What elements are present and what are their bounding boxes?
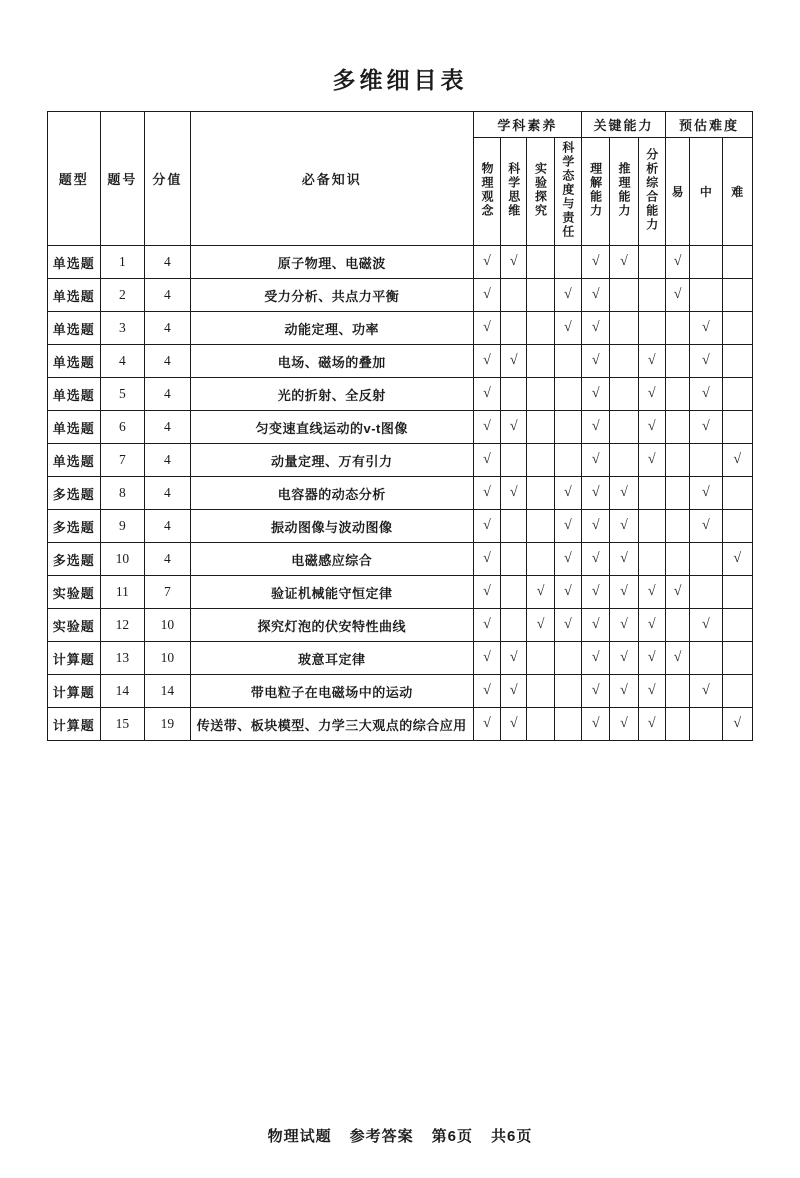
cell-question-type: 单选题: [48, 312, 101, 345]
cell-score: 4: [145, 510, 191, 543]
empty-mark-cell: [554, 345, 581, 378]
table-row: [48, 312, 753, 345]
empty-mark-cell: [665, 444, 689, 477]
check-mark-cell: √: [473, 279, 500, 312]
subcol-scientific-thinking: [501, 138, 527, 246]
cell-question-type: 多选题: [48, 543, 101, 576]
cell-question-type: 单选题: [48, 345, 101, 378]
empty-mark-cell: [722, 279, 752, 312]
empty-mark-cell: [527, 378, 554, 411]
check-mark-cell: √: [690, 675, 722, 708]
empty-mark-cell: [527, 642, 554, 675]
check-mark-cell: √: [665, 246, 689, 279]
empty-mark-cell: [554, 642, 581, 675]
subcol-difficulty-hard: 难: [722, 138, 752, 246]
check-mark-cell: √: [473, 576, 500, 609]
check-mark-cell: √: [638, 708, 665, 741]
check-mark-cell: √: [554, 510, 581, 543]
cell-knowledge: 电容器的动态分析: [190, 477, 473, 510]
check-mark-cell: √: [582, 642, 610, 675]
empty-mark-cell: [690, 246, 722, 279]
cell-question-number: 9: [100, 510, 145, 543]
cell-question-number: 1: [100, 246, 145, 279]
check-mark-cell: √: [501, 642, 527, 675]
empty-mark-cell: [501, 609, 527, 642]
empty-mark-cell: [690, 708, 722, 741]
subcol-difficulty-easy: 易: [665, 138, 689, 246]
empty-mark-cell: [665, 609, 689, 642]
table-body: [48, 246, 753, 741]
check-mark-cell: √: [501, 477, 527, 510]
check-mark-cell: √: [582, 576, 610, 609]
check-mark-cell: √: [638, 642, 665, 675]
check-mark-cell: √: [473, 543, 500, 576]
empty-mark-cell: [722, 675, 752, 708]
cell-question-number: 13: [100, 642, 145, 675]
cell-knowledge: 探究灯泡的伏安特性曲线: [190, 609, 473, 642]
check-mark-cell: √: [638, 444, 665, 477]
subcol-attitude-responsibility: [554, 138, 581, 246]
cell-score: 7: [145, 576, 191, 609]
check-mark-cell: √: [582, 543, 610, 576]
check-mark-cell: √: [638, 609, 665, 642]
check-mark-cell: √: [554, 279, 581, 312]
empty-mark-cell: [554, 708, 581, 741]
empty-mark-cell: [722, 378, 752, 411]
cell-knowledge: 带电粒子在电磁场中的运动: [190, 675, 473, 708]
empty-mark-cell: [665, 378, 689, 411]
cell-question-number: 4: [100, 345, 145, 378]
subcol-physics-concepts-label: 物理观念: [479, 162, 494, 218]
cell-question-type: 多选题: [48, 477, 101, 510]
check-mark-cell: √: [582, 477, 610, 510]
cell-question-number: 3: [100, 312, 145, 345]
empty-mark-cell: [690, 279, 722, 312]
cell-score: 10: [145, 642, 191, 675]
check-mark-cell: √: [638, 675, 665, 708]
check-mark-cell: √: [582, 708, 610, 741]
footer-document-name: 物理试题: [267, 1128, 332, 1145]
empty-mark-cell: [722, 642, 752, 675]
empty-mark-cell: [527, 510, 554, 543]
empty-mark-cell: [638, 477, 665, 510]
subcol-attitude-responsibility-label: 科学态度与责任: [560, 141, 575, 239]
col-header-question-type: 题型: [48, 112, 101, 246]
check-mark-cell: √: [610, 543, 638, 576]
empty-mark-cell: [610, 345, 638, 378]
cell-question-type: 计算题: [48, 708, 101, 741]
empty-mark-cell: [722, 510, 752, 543]
empty-mark-cell: [638, 246, 665, 279]
check-mark-cell: √: [582, 246, 610, 279]
empty-mark-cell: [501, 543, 527, 576]
check-mark-cell: √: [554, 576, 581, 609]
cell-question-type: 计算题: [48, 675, 101, 708]
empty-mark-cell: [690, 543, 722, 576]
cell-score: 19: [145, 708, 191, 741]
subcol-comprehension-ability-label: 理解能力: [588, 162, 603, 218]
check-mark-cell: √: [473, 609, 500, 642]
cell-knowledge: 传送带、板块模型、力学三大观点的综合应用: [190, 708, 473, 741]
empty-mark-cell: [638, 510, 665, 543]
subcol-physics-concepts: [473, 138, 500, 246]
check-mark-cell: √: [473, 510, 500, 543]
table-row: [48, 708, 753, 741]
empty-mark-cell: [638, 543, 665, 576]
empty-mark-cell: [665, 312, 689, 345]
check-mark-cell: √: [473, 246, 500, 279]
cell-question-type: 计算题: [48, 642, 101, 675]
table-row: [48, 378, 753, 411]
check-mark-cell: √: [638, 345, 665, 378]
check-mark-cell: √: [554, 609, 581, 642]
cell-question-type: 多选题: [48, 510, 101, 543]
subcol-difficulty-medium: 中: [690, 138, 722, 246]
cell-knowledge: 电磁感应综合: [190, 543, 473, 576]
empty-mark-cell: [501, 444, 527, 477]
check-mark-cell: √: [690, 609, 722, 642]
check-mark-cell: √: [665, 576, 689, 609]
table-row: [48, 345, 753, 378]
check-mark-cell: √: [610, 675, 638, 708]
check-mark-cell: √: [473, 378, 500, 411]
empty-mark-cell: [722, 345, 752, 378]
cell-question-number: 14: [100, 675, 145, 708]
specification-table: [47, 111, 753, 741]
cell-question-number: 2: [100, 279, 145, 312]
empty-mark-cell: [638, 312, 665, 345]
header-group-row: [48, 112, 753, 138]
check-mark-cell: √: [473, 312, 500, 345]
check-mark-cell: √: [610, 576, 638, 609]
check-mark-cell: √: [501, 708, 527, 741]
cell-knowledge: 振动图像与波动图像: [190, 510, 473, 543]
page-title: 多维细目表: [332, 67, 468, 93]
empty-mark-cell: [554, 444, 581, 477]
check-mark-cell: √: [582, 378, 610, 411]
footer-page-number: 第6页: [431, 1128, 474, 1145]
cell-question-type: 单选题: [48, 246, 101, 279]
cell-question-number: 15: [100, 708, 145, 741]
cell-score: 4: [145, 477, 191, 510]
check-mark-cell: √: [473, 411, 500, 444]
empty-mark-cell: [722, 576, 752, 609]
cell-question-type: 实验题: [48, 609, 101, 642]
empty-mark-cell: [665, 477, 689, 510]
cell-knowledge: 验证机械能守恒定律: [190, 576, 473, 609]
empty-mark-cell: [722, 411, 752, 444]
empty-mark-cell: [501, 576, 527, 609]
cell-question-type: 单选题: [48, 279, 101, 312]
empty-mark-cell: [527, 411, 554, 444]
empty-mark-cell: [610, 279, 638, 312]
empty-mark-cell: [527, 675, 554, 708]
footer-page-total: 共6页: [491, 1128, 533, 1145]
check-mark-cell: √: [722, 543, 752, 576]
empty-mark-cell: [527, 312, 554, 345]
cell-question-number: 8: [100, 477, 145, 510]
group-header-subject-literacy: 学科素养: [473, 112, 581, 138]
table-row: [48, 609, 753, 642]
cell-knowledge: 动能定理、功率: [190, 312, 473, 345]
empty-mark-cell: [638, 279, 665, 312]
check-mark-cell: √: [554, 477, 581, 510]
empty-mark-cell: [665, 510, 689, 543]
empty-mark-cell: [690, 444, 722, 477]
empty-mark-cell: [610, 312, 638, 345]
cell-question-number: 5: [100, 378, 145, 411]
subcol-experimental-inquiry: [527, 138, 554, 246]
empty-mark-cell: [665, 345, 689, 378]
col-header-score: 分值: [145, 112, 191, 246]
cell-question-type: 实验题: [48, 576, 101, 609]
group-header-estimated-difficulty: 预估难度: [665, 112, 752, 138]
table-row: [48, 246, 753, 279]
cell-score: 4: [145, 246, 191, 279]
check-mark-cell: √: [501, 411, 527, 444]
cell-question-number: 7: [100, 444, 145, 477]
table-row: [48, 510, 753, 543]
page-footer: [0, 1125, 800, 1146]
cell-knowledge: 原子物理、电磁波: [190, 246, 473, 279]
check-mark-cell: √: [473, 675, 500, 708]
cell-score: 4: [145, 444, 191, 477]
cell-knowledge: 匀变速直线运动的v-t图像: [190, 411, 473, 444]
empty-mark-cell: [722, 609, 752, 642]
check-mark-cell: √: [582, 279, 610, 312]
subcol-reasoning-ability-label: 推理能力: [616, 162, 631, 218]
table-row: [48, 543, 753, 576]
check-mark-cell: √: [610, 246, 638, 279]
cell-knowledge: 动量定理、万有引力: [190, 444, 473, 477]
empty-mark-cell: [610, 444, 638, 477]
check-mark-cell: √: [665, 279, 689, 312]
empty-mark-cell: [665, 708, 689, 741]
col-header-question-number: 题号: [100, 112, 145, 246]
empty-mark-cell: [527, 345, 554, 378]
check-mark-cell: √: [473, 642, 500, 675]
empty-mark-cell: [527, 708, 554, 741]
check-mark-cell: √: [722, 444, 752, 477]
check-mark-cell: √: [501, 246, 527, 279]
cell-knowledge: 光的折射、全反射: [190, 378, 473, 411]
check-mark-cell: √: [610, 477, 638, 510]
check-mark-cell: √: [690, 378, 722, 411]
check-mark-cell: √: [582, 345, 610, 378]
check-mark-cell: √: [690, 312, 722, 345]
check-mark-cell: √: [690, 345, 722, 378]
empty-mark-cell: [527, 543, 554, 576]
check-mark-cell: √: [473, 477, 500, 510]
table-row: [48, 279, 753, 312]
table-row: [48, 675, 753, 708]
cell-question-number: 12: [100, 609, 145, 642]
check-mark-cell: √: [554, 312, 581, 345]
check-mark-cell: √: [665, 642, 689, 675]
empty-mark-cell: [665, 675, 689, 708]
empty-mark-cell: [527, 444, 554, 477]
check-mark-cell: √: [501, 675, 527, 708]
cell-score: 14: [145, 675, 191, 708]
table-row: [48, 642, 753, 675]
empty-mark-cell: [554, 246, 581, 279]
table-row: [48, 576, 753, 609]
cell-question-number: 6: [100, 411, 145, 444]
check-mark-cell: √: [473, 708, 500, 741]
subcol-comprehension-ability: [582, 138, 610, 246]
empty-mark-cell: [665, 411, 689, 444]
empty-mark-cell: [501, 378, 527, 411]
check-mark-cell: √: [582, 444, 610, 477]
check-mark-cell: √: [527, 609, 554, 642]
check-mark-cell: √: [501, 345, 527, 378]
footer-section-name: 参考答案: [349, 1128, 414, 1145]
check-mark-cell: √: [610, 609, 638, 642]
cell-score: 4: [145, 378, 191, 411]
empty-mark-cell: [722, 477, 752, 510]
check-mark-cell: √: [582, 675, 610, 708]
empty-mark-cell: [501, 312, 527, 345]
cell-score: 10: [145, 609, 191, 642]
col-header-knowledge: 必备知识: [190, 112, 473, 246]
empty-mark-cell: [722, 246, 752, 279]
empty-mark-cell: [690, 642, 722, 675]
cell-score: 4: [145, 279, 191, 312]
check-mark-cell: √: [473, 345, 500, 378]
cell-score: 4: [145, 345, 191, 378]
cell-question-number: 10: [100, 543, 145, 576]
empty-mark-cell: [722, 312, 752, 345]
check-mark-cell: √: [722, 708, 752, 741]
group-header-key-ability: 关键能力: [582, 112, 666, 138]
check-mark-cell: √: [638, 378, 665, 411]
cell-knowledge: 受力分析、共点力平衡: [190, 279, 473, 312]
empty-mark-cell: [665, 543, 689, 576]
cell-question-type: 单选题: [48, 411, 101, 444]
check-mark-cell: √: [638, 411, 665, 444]
empty-mark-cell: [690, 576, 722, 609]
cell-score: 4: [145, 312, 191, 345]
check-mark-cell: √: [554, 543, 581, 576]
check-mark-cell: √: [582, 510, 610, 543]
check-mark-cell: √: [690, 411, 722, 444]
empty-mark-cell: [554, 675, 581, 708]
check-mark-cell: √: [582, 411, 610, 444]
subcol-analysis-synthesis-ability-label: 分析综合能力: [644, 148, 659, 232]
check-mark-cell: √: [610, 708, 638, 741]
subcol-analysis-synthesis-ability: [638, 138, 665, 246]
cell-knowledge: 电场、磁场的叠加: [190, 345, 473, 378]
check-mark-cell: √: [610, 510, 638, 543]
check-mark-cell: √: [690, 477, 722, 510]
table-row: [48, 477, 753, 510]
empty-mark-cell: [501, 510, 527, 543]
cell-question-type: 单选题: [48, 378, 101, 411]
empty-mark-cell: [610, 378, 638, 411]
cell-question-number: 11: [100, 576, 145, 609]
check-mark-cell: √: [473, 444, 500, 477]
cell-knowledge: 玻意耳定律: [190, 642, 473, 675]
empty-mark-cell: [527, 246, 554, 279]
cell-score: 4: [145, 411, 191, 444]
empty-mark-cell: [527, 477, 554, 510]
empty-mark-cell: [527, 279, 554, 312]
empty-mark-cell: [610, 411, 638, 444]
check-mark-cell: √: [638, 576, 665, 609]
empty-mark-cell: [501, 279, 527, 312]
check-mark-cell: √: [690, 510, 722, 543]
table-row: [48, 411, 753, 444]
empty-mark-cell: [554, 411, 581, 444]
subcol-scientific-thinking-label: 科学思维: [506, 162, 521, 218]
check-mark-cell: √: [527, 576, 554, 609]
subcol-reasoning-ability: [610, 138, 638, 246]
empty-mark-cell: [554, 378, 581, 411]
subcol-experimental-inquiry-label: 实验探究: [533, 162, 548, 218]
table-row: [48, 444, 753, 477]
cell-question-type: 单选题: [48, 444, 101, 477]
cell-score: 4: [145, 543, 191, 576]
check-mark-cell: √: [582, 312, 610, 345]
check-mark-cell: √: [582, 609, 610, 642]
check-mark-cell: √: [610, 642, 638, 675]
